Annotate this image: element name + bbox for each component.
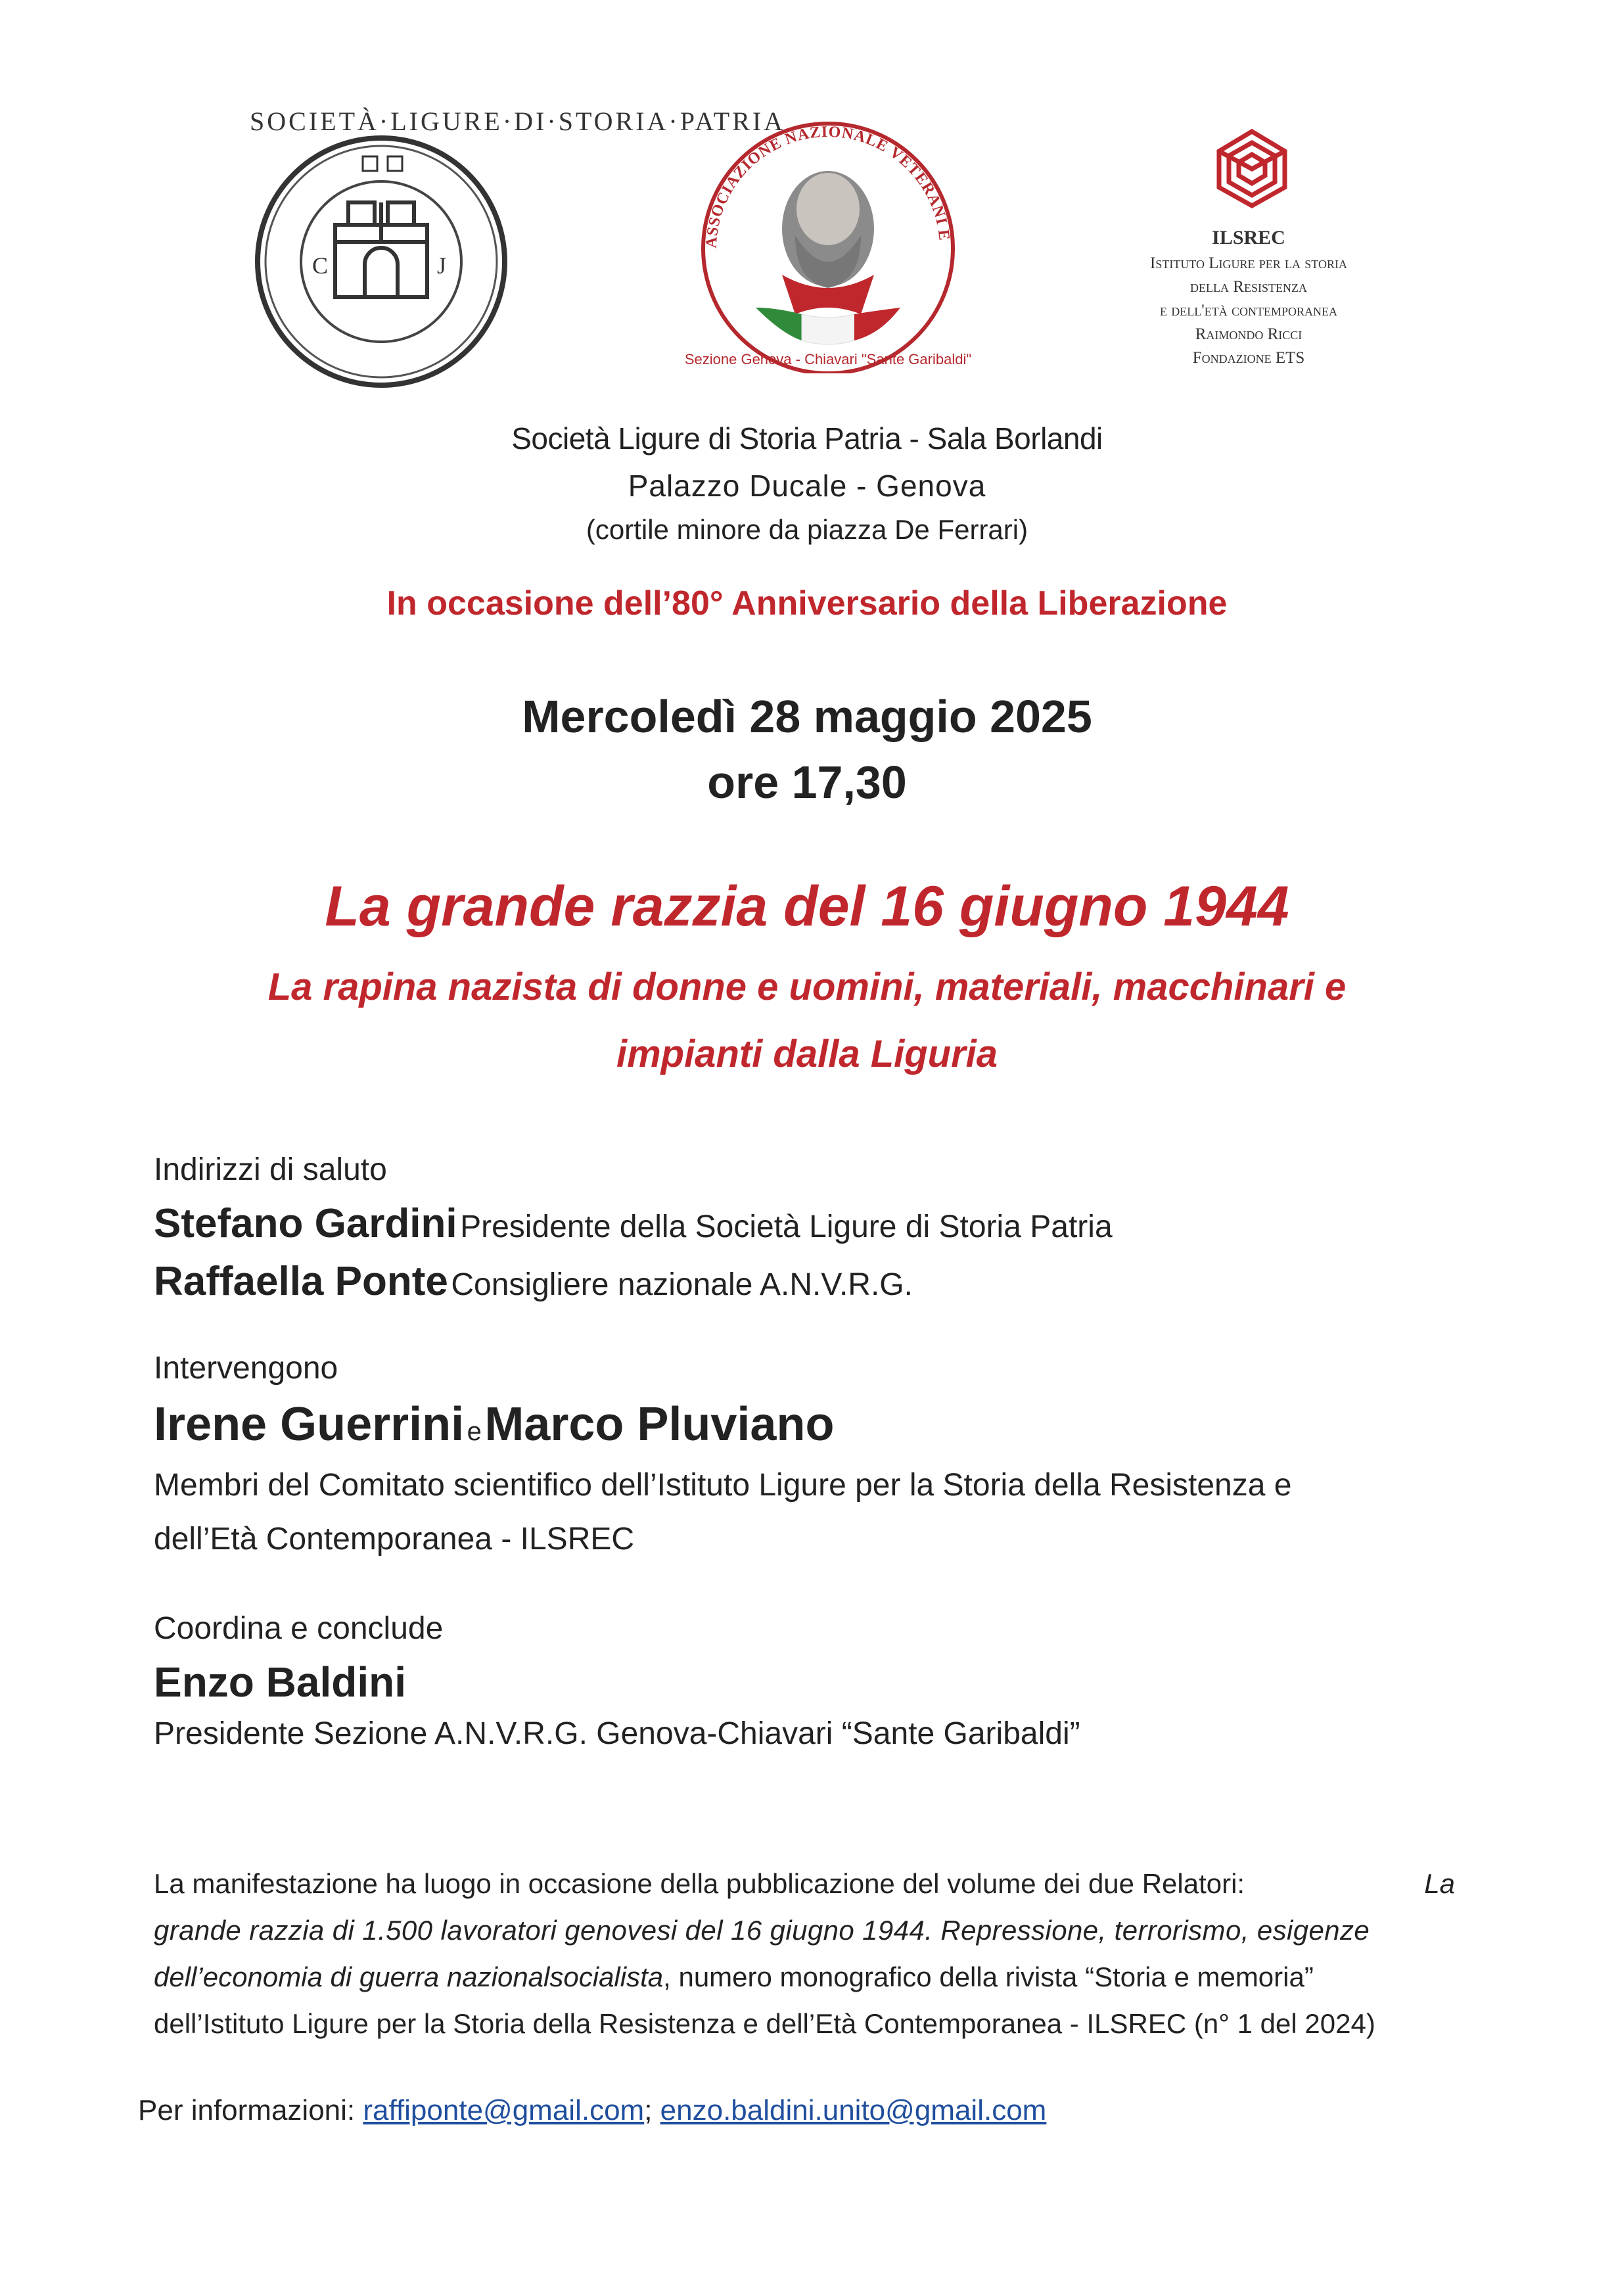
ilsrec-line: Raimondo Ricci [1195, 325, 1303, 343]
event-title: La grande razzia del 16 giugno 1944 [325, 875, 1289, 938]
speaker-name: Irene Guerrini [154, 1398, 465, 1451]
note-text: dell’Istituto Ligure per la Storia della Resistenza e dell’Età Contemporanea - ILSREC (n° 1 del 2024) [154, 2008, 1375, 2039]
ilsrec-logo [1091, 128, 1406, 391]
person-role: Consigliere nazionale A.N.V.R.G. [451, 1267, 913, 1302]
seal-letter-left: C [312, 252, 329, 279]
greeting-person [154, 1258, 913, 1305]
speakers-description-line-1: Membri del Comitato scientifico dell’Istituto Ligure per la Storia della Resistenza e [154, 1468, 1292, 1503]
info-label: Per informazioni: [138, 2094, 356, 2126]
event-subtitle-line-2: impianti dalla Liguria [616, 1033, 998, 1075]
info-separator: ; [644, 2094, 653, 2126]
note-text: La manifestazione ha luogo in occasione della pubblicazione del volume dei due Relatori: [154, 1868, 1245, 1899]
person-role: Presidente della Società Ligure di Storia Patria [460, 1209, 1113, 1244]
ilsrec-line: Fondazione ETS [1192, 349, 1305, 367]
coordinator-heading: Coordina e conclude [154, 1611, 444, 1646]
ilsrec-line: della Resistenza [1190, 278, 1307, 296]
speakers-heading: Intervengono [154, 1351, 338, 1386]
venue-line-3: (cortile minore da piazza De Ferrari) [586, 514, 1028, 545]
anvrg-caption: Sezione Genova - Chiavari "Sante Garibaldi" [684, 351, 972, 367]
publication-note [154, 1860, 1455, 2047]
speaker-conjunction: e [467, 1417, 482, 1446]
note-text: dell’economia di guerra nazionalsocialista [154, 1961, 664, 1992]
speaker-name: Marco Pluviano [484, 1398, 835, 1451]
email-link-raffiponte[interactable]: raffiponte@gmail.com [363, 2094, 645, 2126]
venue-line-1: Società Ligure di Storia Patria - Sala Borlandi [511, 421, 1103, 456]
info-line [138, 2094, 1046, 2127]
person-name: Stefano Gardini [154, 1201, 457, 1246]
event-date: Mercoledì 28 maggio 2025 [522, 691, 1092, 742]
note-text: , numero monografico della rivista “Storia e memoria” [663, 1961, 1314, 1992]
svg-text:ASSOCIAZIONE NAZIONALE VETERAN: ASSOCIAZIONE NAZIONALE VETERANI E [703, 123, 953, 249]
coordinator-name: Enzo Baldini [154, 1658, 406, 1706]
ilsrec-mark-icon [1216, 128, 1288, 207]
person-name: Raffaella Ponte [154, 1259, 448, 1304]
event-subtitle-line-1: La rapina nazista di donne e uomini, materiali, macchinari e [267, 966, 1347, 1008]
speakers-description-line-2: dell’Età Contemporanea - ILSREC [154, 1522, 635, 1557]
ilsrec-line: e dell'età contemporanea [1160, 302, 1337, 319]
seal-ring-text: SOCIETÀ·LIGURE·DI·STORIA·PATRIA [250, 106, 786, 136]
venue-line-2: Palazzo Ducale - Genova [628, 469, 986, 503]
greetings-heading: Indirizzi di saluto [154, 1152, 387, 1187]
note-text: La [1424, 1868, 1455, 1899]
sslp-seal-logo [250, 106, 786, 393]
event-time: ore 17,30 [707, 757, 907, 808]
coordinator-role: Presidente Sezione A.N.V.R.G. Genova-Chiavari “Sante Garibaldi” [154, 1716, 1080, 1751]
seal-letter-right: J [437, 252, 447, 279]
email-link-enzo-baldini[interactable]: enzo.baldini.unito@gmail.com [660, 2094, 1047, 2126]
ilsrec-line: Istituto Ligure per la storia [1150, 254, 1347, 272]
note-text: grande razzia di 1.500 lavoratori genovesi del 16 giugno 1944. Repressione, terrorismo, esigenze [154, 1915, 1370, 1946]
greeting-person [154, 1200, 1113, 1247]
anvrg-logo [683, 110, 973, 393]
occasion-line: In occasione dell’80° Anniversario della Liberazione [386, 584, 1228, 622]
ilsrec-name: ILSREC [1212, 227, 1285, 248]
speakers-names [154, 1397, 834, 1451]
